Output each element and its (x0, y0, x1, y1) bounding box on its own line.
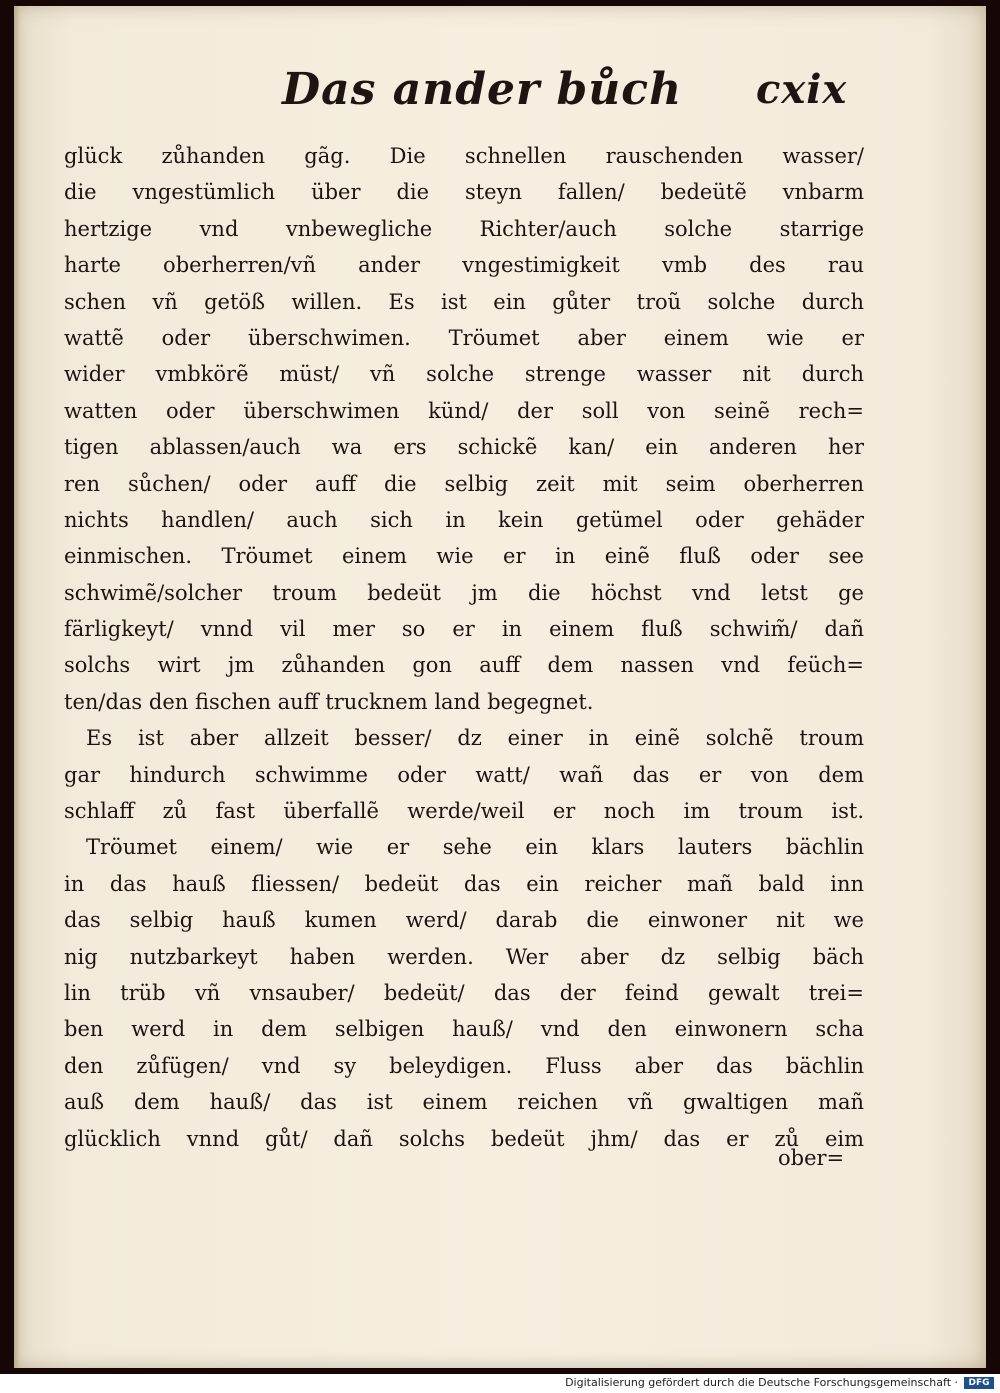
text-line: nichts handlen/ auch sich in kein getümel oder gehäder (64, 507, 864, 532)
page-edge (14, 6, 20, 1368)
text-line: nig nutzbarkeyt haben werden. Wer aber dz selbig bäch (64, 944, 864, 969)
text-line: einmischen. Tröumet einem wie er in einẽ fluß oder see (64, 544, 864, 569)
text-line: wider vmbkörẽ müst/ vñ solche strenge wasser nit durch (64, 362, 864, 387)
footer-bar (0, 1374, 1000, 1393)
text-line: hertzige vnd vnbewegliche Richter/auch solche starrige (64, 216, 864, 241)
text-line: in das hauß fliessen/ bedeüt das ein reicher mañ bald inn (64, 871, 864, 896)
text-line: die vngestümlich über die steyn fallen/ bedeütẽ vnbarm (64, 180, 864, 205)
book-page (14, 6, 986, 1368)
text-line: das selbig hauß kumen werd/ darab die einwoner nit we (64, 908, 864, 933)
folio-number: cxix (756, 66, 848, 113)
text-line: den zůfügen/ vnd sy beleydigen. Fluss aber das bächlin (64, 1053, 864, 1078)
dfg-logo[interactable]: DFG (964, 1377, 994, 1389)
text-line: schwimẽ/solcher troum bedeüt jm die höchst vnd letst ge (64, 580, 864, 605)
text-line: Es ist aber allzeit besser/ dz einer in einẽ solchẽ troum (86, 726, 864, 751)
text-line: glück zůhanden gãg. Die schnellen rauschenden wasser/ (64, 144, 864, 168)
text-line: ren sůchen/ oder auff die selbig zeit mit seim oberherren (64, 471, 864, 496)
text-line: gar hindurch schwimme oder watt/ wañ das er von dem (64, 762, 864, 787)
text-line: ben werd in dem selbigen hauß/ vnd den einwonern scha (64, 1017, 864, 1042)
text-line: schlaff zů fast überfallẽ werde/weil er noch im troum ist. (64, 799, 864, 824)
text-line: färligkeyt/ vnnd vil mer so er in einem fluß schwim̃/ dañ (64, 617, 864, 642)
text-line: harte oberherren/vñ ander vngestimigkeit vmb des rau (64, 253, 864, 278)
running-head (14, 64, 986, 134)
catchword: ober= (778, 1146, 845, 1170)
text-block (64, 138, 864, 1157)
text-line: glücklich vnnd gůt/ dañ solchs bedeüt jhm/ das er zů eim (64, 1126, 864, 1151)
text-line: auß dem hauß/ das ist einem reichen vñ gwaltigen mañ (64, 1090, 864, 1115)
running-title: Das ander bůch (282, 64, 683, 115)
text-line: ten/das den fischen auff trucknem land begegnet. (64, 689, 594, 714)
text-line: wattẽ oder überschwimen. Tröumet aber einem wie er (64, 325, 864, 350)
text-line: lin trüb vñ vnsauber/ bedeüt/ das der feind gewalt trei= (64, 980, 864, 1005)
text-line: schen vñ getöß willen. Es ist ein gůter troũ solche durch (64, 289, 864, 314)
digitization-credit: Digitalisierung gefördert durch die Deutsche Forschungsgemeinschaft · (565, 1376, 958, 1389)
text-line: tigen ablassen/auch wa ers schickẽ kan/ ein anderen her (64, 435, 864, 460)
text-line: Tröumet einem/ wie er sehe ein klars lauters bächlin (86, 835, 864, 860)
text-line: solchs wirt jm zůhanden gon auff dem nassen vnd feüch= (64, 653, 864, 678)
text-line: watten oder überschwimen künd/ der soll von seinẽ rech= (64, 398, 864, 423)
